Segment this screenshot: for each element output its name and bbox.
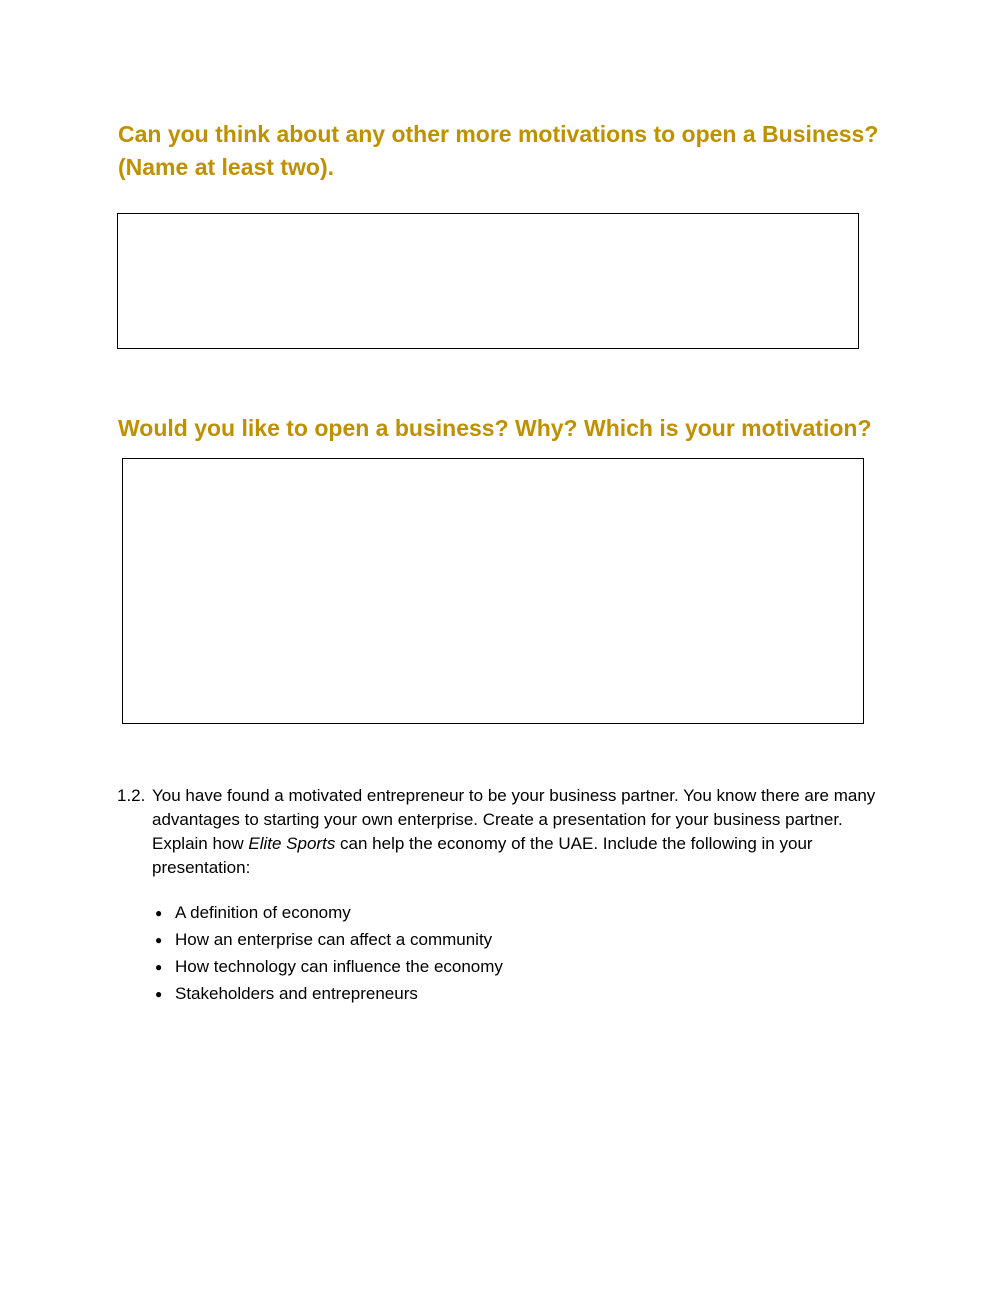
task-text-part-1: You have found a motivated entrepreneur to be your business partner. You know there are many advantages to starting your own enterprise. Create a presentation for your business partner. Explain how <box>152 786 876 853</box>
task-number: 1.2. <box>117 786 146 805</box>
list-item-text: Stakeholders and entrepreneurs <box>175 984 418 1003</box>
list-item-text: How technology can influence the economy <box>175 957 503 976</box>
list-item <box>155 954 887 981</box>
bullet-dot-icon: ● <box>155 906 163 920</box>
task-bullet-list <box>117 900 887 1008</box>
task-instruction <box>117 784 887 880</box>
question-1-heading: Can you think about any other more motivations to open a Business? (Name at least two). <box>118 121 879 180</box>
list-item <box>155 927 887 954</box>
bullet-dot-icon: ● <box>155 933 163 947</box>
list-item-text: A definition of economy <box>175 903 351 922</box>
task-company-name: Elite Sports <box>248 834 336 853</box>
bullet-dot-icon: ● <box>155 960 163 974</box>
list-item-text: How an enterprise can affect a community <box>175 930 493 949</box>
question-2-heading: Would you like to open a business? Why? Which is your motivation? <box>118 415 872 441</box>
task-section <box>117 784 887 1008</box>
list-item <box>155 900 887 927</box>
list-item <box>155 981 887 1008</box>
task-text-part-2: can help the economy of the UAE. Include the following in your presentation: <box>152 834 813 877</box>
bullet-dot-icon: ● <box>155 987 163 1001</box>
question-2-answer-box[interactable] <box>122 458 864 724</box>
question-1-answer-box[interactable] <box>117 213 859 349</box>
task-description <box>152 784 887 880</box>
